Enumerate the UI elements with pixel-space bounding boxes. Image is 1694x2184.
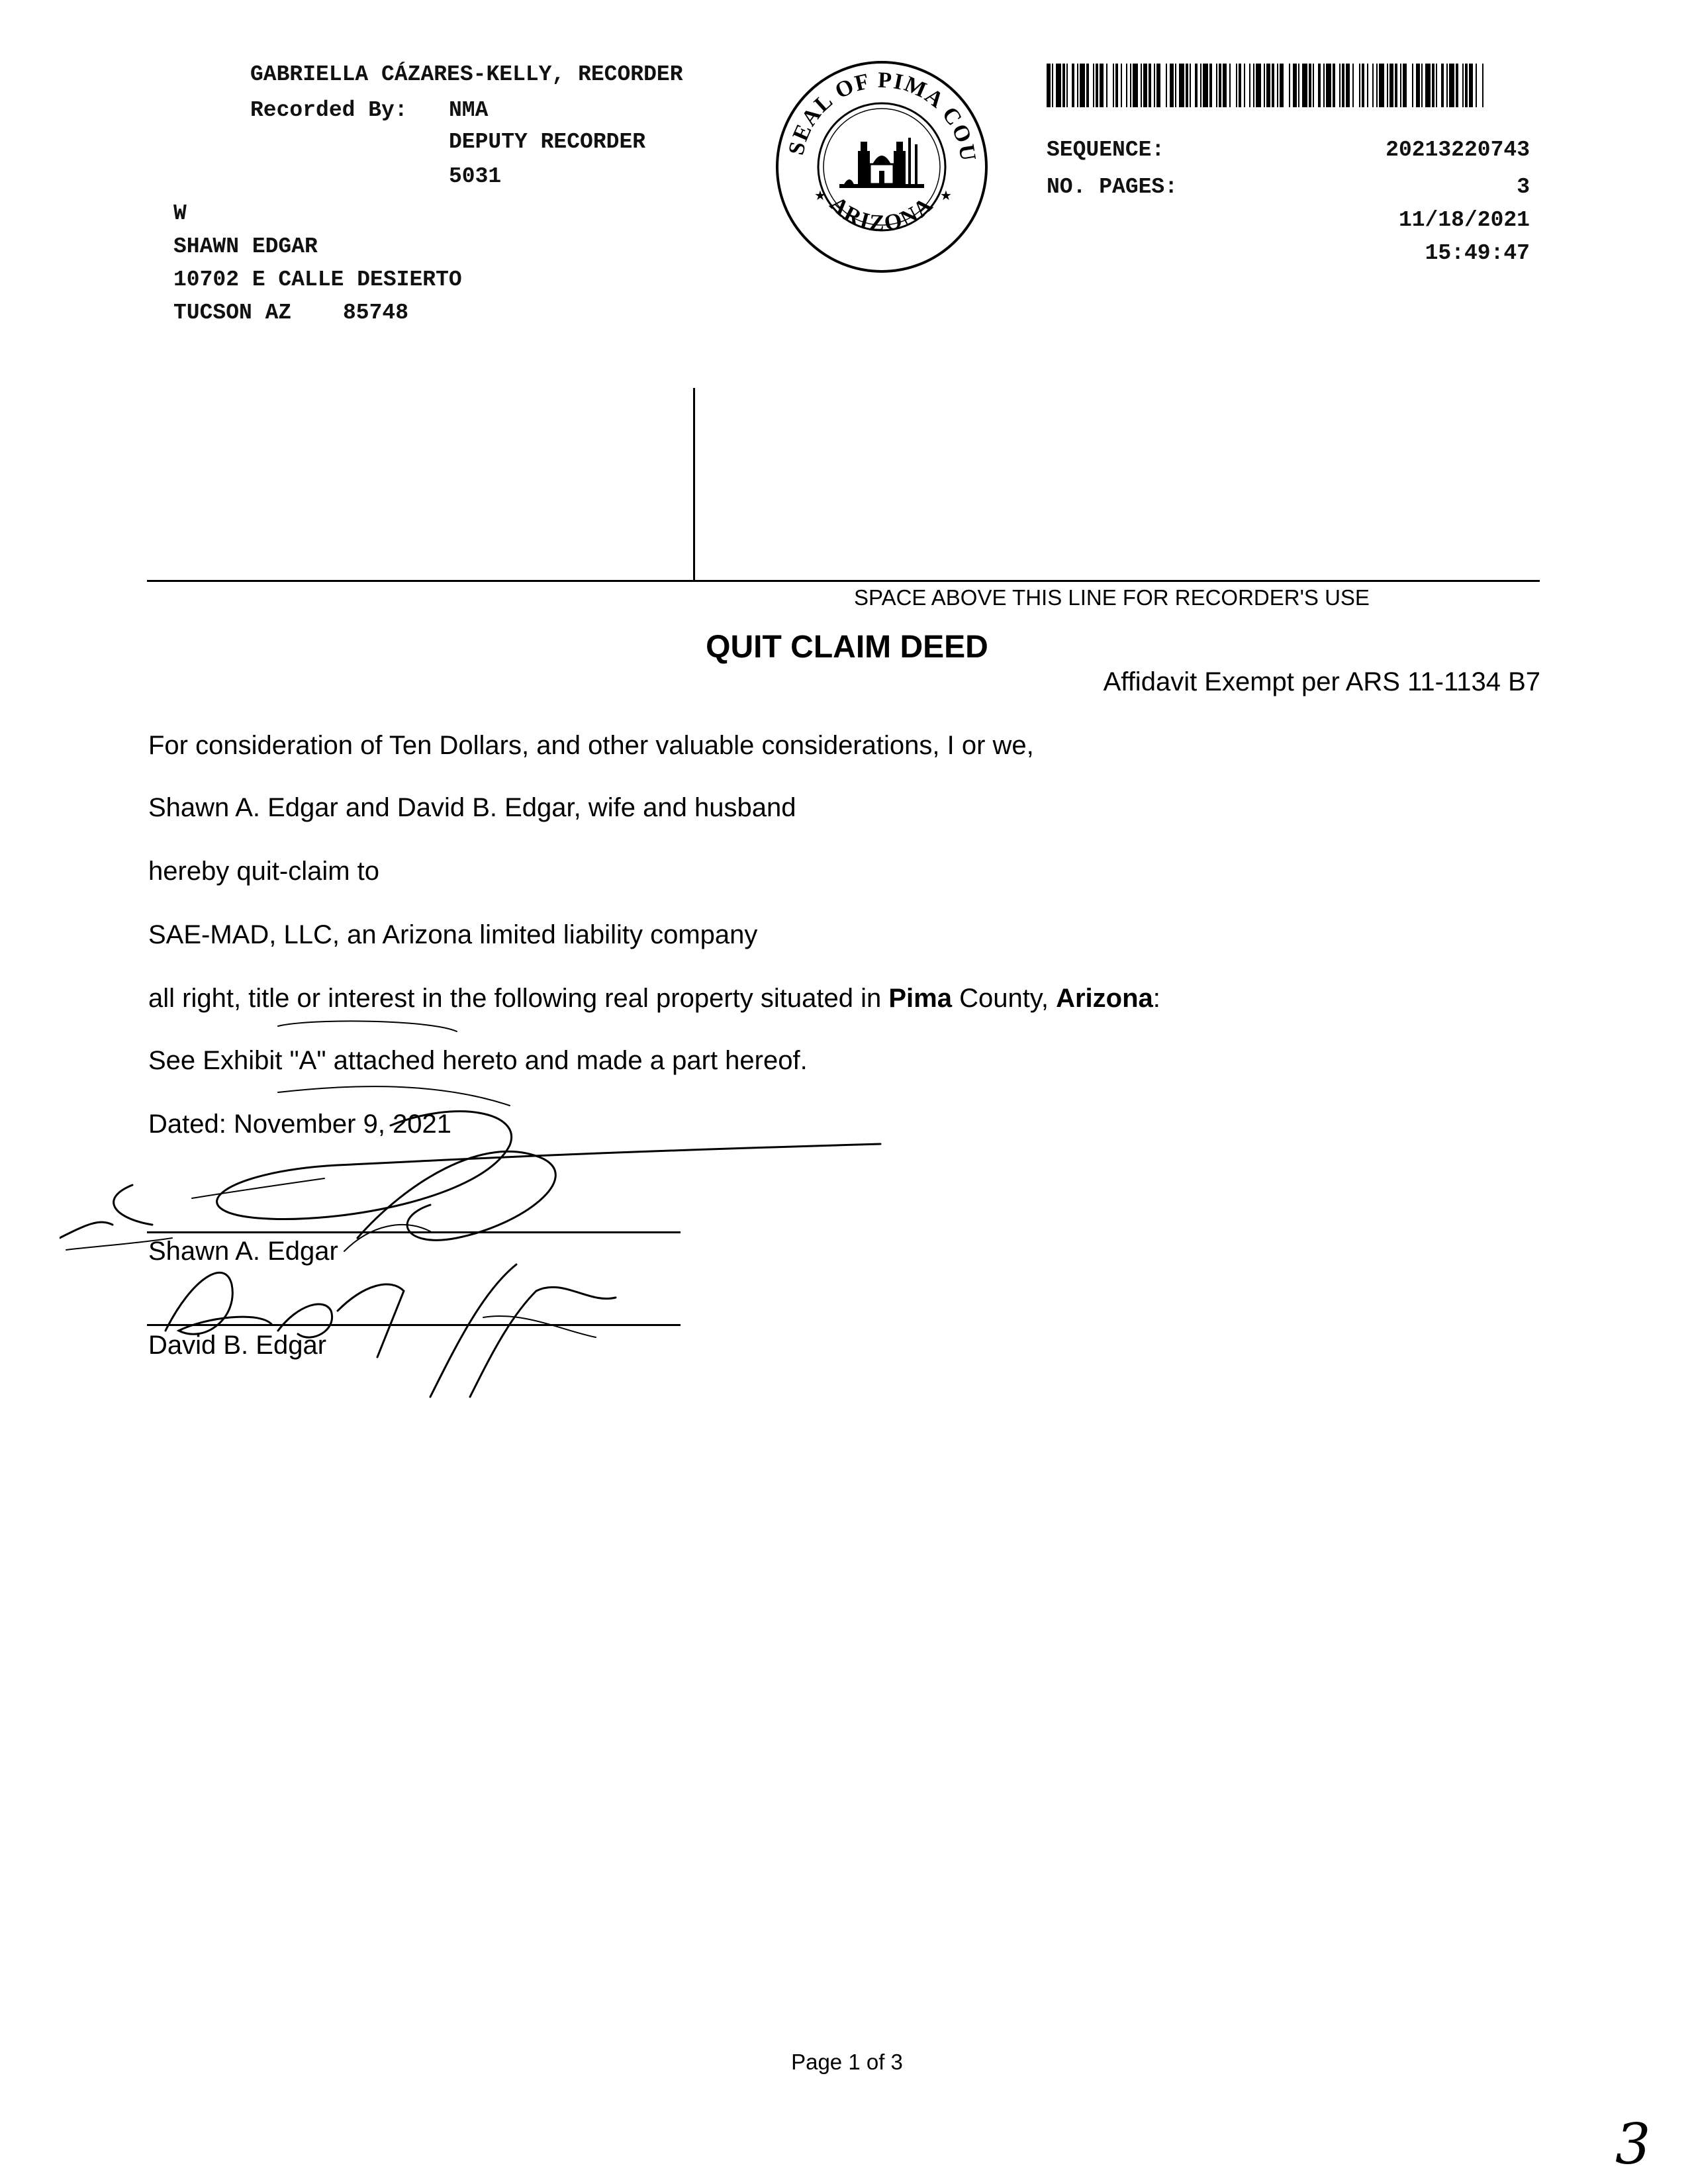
handwritten-page-mark: 3 [1615,2112,1651,2177]
property-line [148,984,1160,1014]
return-zip: 85748 [343,301,409,325]
grantee-line: SAE-MAD, LLC, an Arizona limited liability company [148,920,758,949]
svg-text:ARIZONA [825,192,939,236]
property-county-suffix: County, [951,984,1057,1013]
property-county: Pima [888,984,952,1013]
exhibit-line: See Exhibit "A" attached hereto and made a part hereof. [148,1046,808,1075]
grantors-line: Shawn A. Edgar and David B. Edgar, wife and husband [148,793,796,822]
deputy-recorder: DEPUTY RECORDER [449,130,646,154]
recorder-name: GABRIELLA CÁZARES-KELLY, RECORDER [250,62,683,87]
affidavit-exempt: Affidavit Exempt per ARS 11-1134 B7 [1103,667,1540,696]
recorder-use-line [147,580,1540,582]
pages-value: 3 [1517,175,1530,199]
seal-top-text: SEAL OF PIMA COU [784,68,981,164]
recorder-use-caption: SPACE ABOVE THIS LINE FOR RECORDER'S USE [854,585,1370,610]
sequence-value: 20213220743 [1386,138,1530,162]
recording-date: 11/18/2021 [1398,208,1530,232]
pages-label: NO. PAGES: [1047,175,1178,199]
signer-1-name: Shawn A. Edgar [148,1237,338,1266]
signature-line-2 [147,1324,681,1326]
svg-text:★: ★ [814,189,826,203]
recording-time: 15:49:47 [1425,241,1530,265]
page-number: Page 1 of 3 [791,2050,903,2074]
signature-line-1 [147,1231,681,1233]
return-marker: W [173,201,187,226]
recorded-by-value: NMA [449,98,489,122]
svg-text:★: ★ [940,189,952,203]
signer-2-name: David B. Edgar [148,1331,327,1360]
property-state-suffix: : [1153,984,1160,1013]
return-street: 10702 E CALLE DESIERTO [173,267,462,292]
property-state: Arizona [1056,984,1153,1013]
mission-illustration [839,138,924,188]
property-prefix: all right, title or interest in the following real property situated in [148,984,889,1013]
return-city-state: TUCSON AZ [173,301,292,325]
county-seal [773,58,990,275]
sequence-label: SEQUENCE: [1047,138,1165,162]
recorder-code: 5031 [449,164,502,189]
document-title: QUIT CLAIM DEED [706,630,988,665]
barcode [1047,64,1486,107]
quitclaim-line: hereby quit-claim to [148,857,380,886]
recorder-area-divider [693,388,695,581]
svg-text:THE SEAL OF PIMA COUNTY [773,58,980,164]
seal-bottom-text: ARIZONA [825,191,939,236]
dated-line: Dated: November 9, 2021 [148,1110,452,1139]
consideration-line: For consideration of Ten Dollars, and other valuable considerations, I or we, [148,731,1034,760]
recorded-by-label: Recorded By: [250,98,408,122]
return-name: SHAWN EDGAR [173,234,318,259]
